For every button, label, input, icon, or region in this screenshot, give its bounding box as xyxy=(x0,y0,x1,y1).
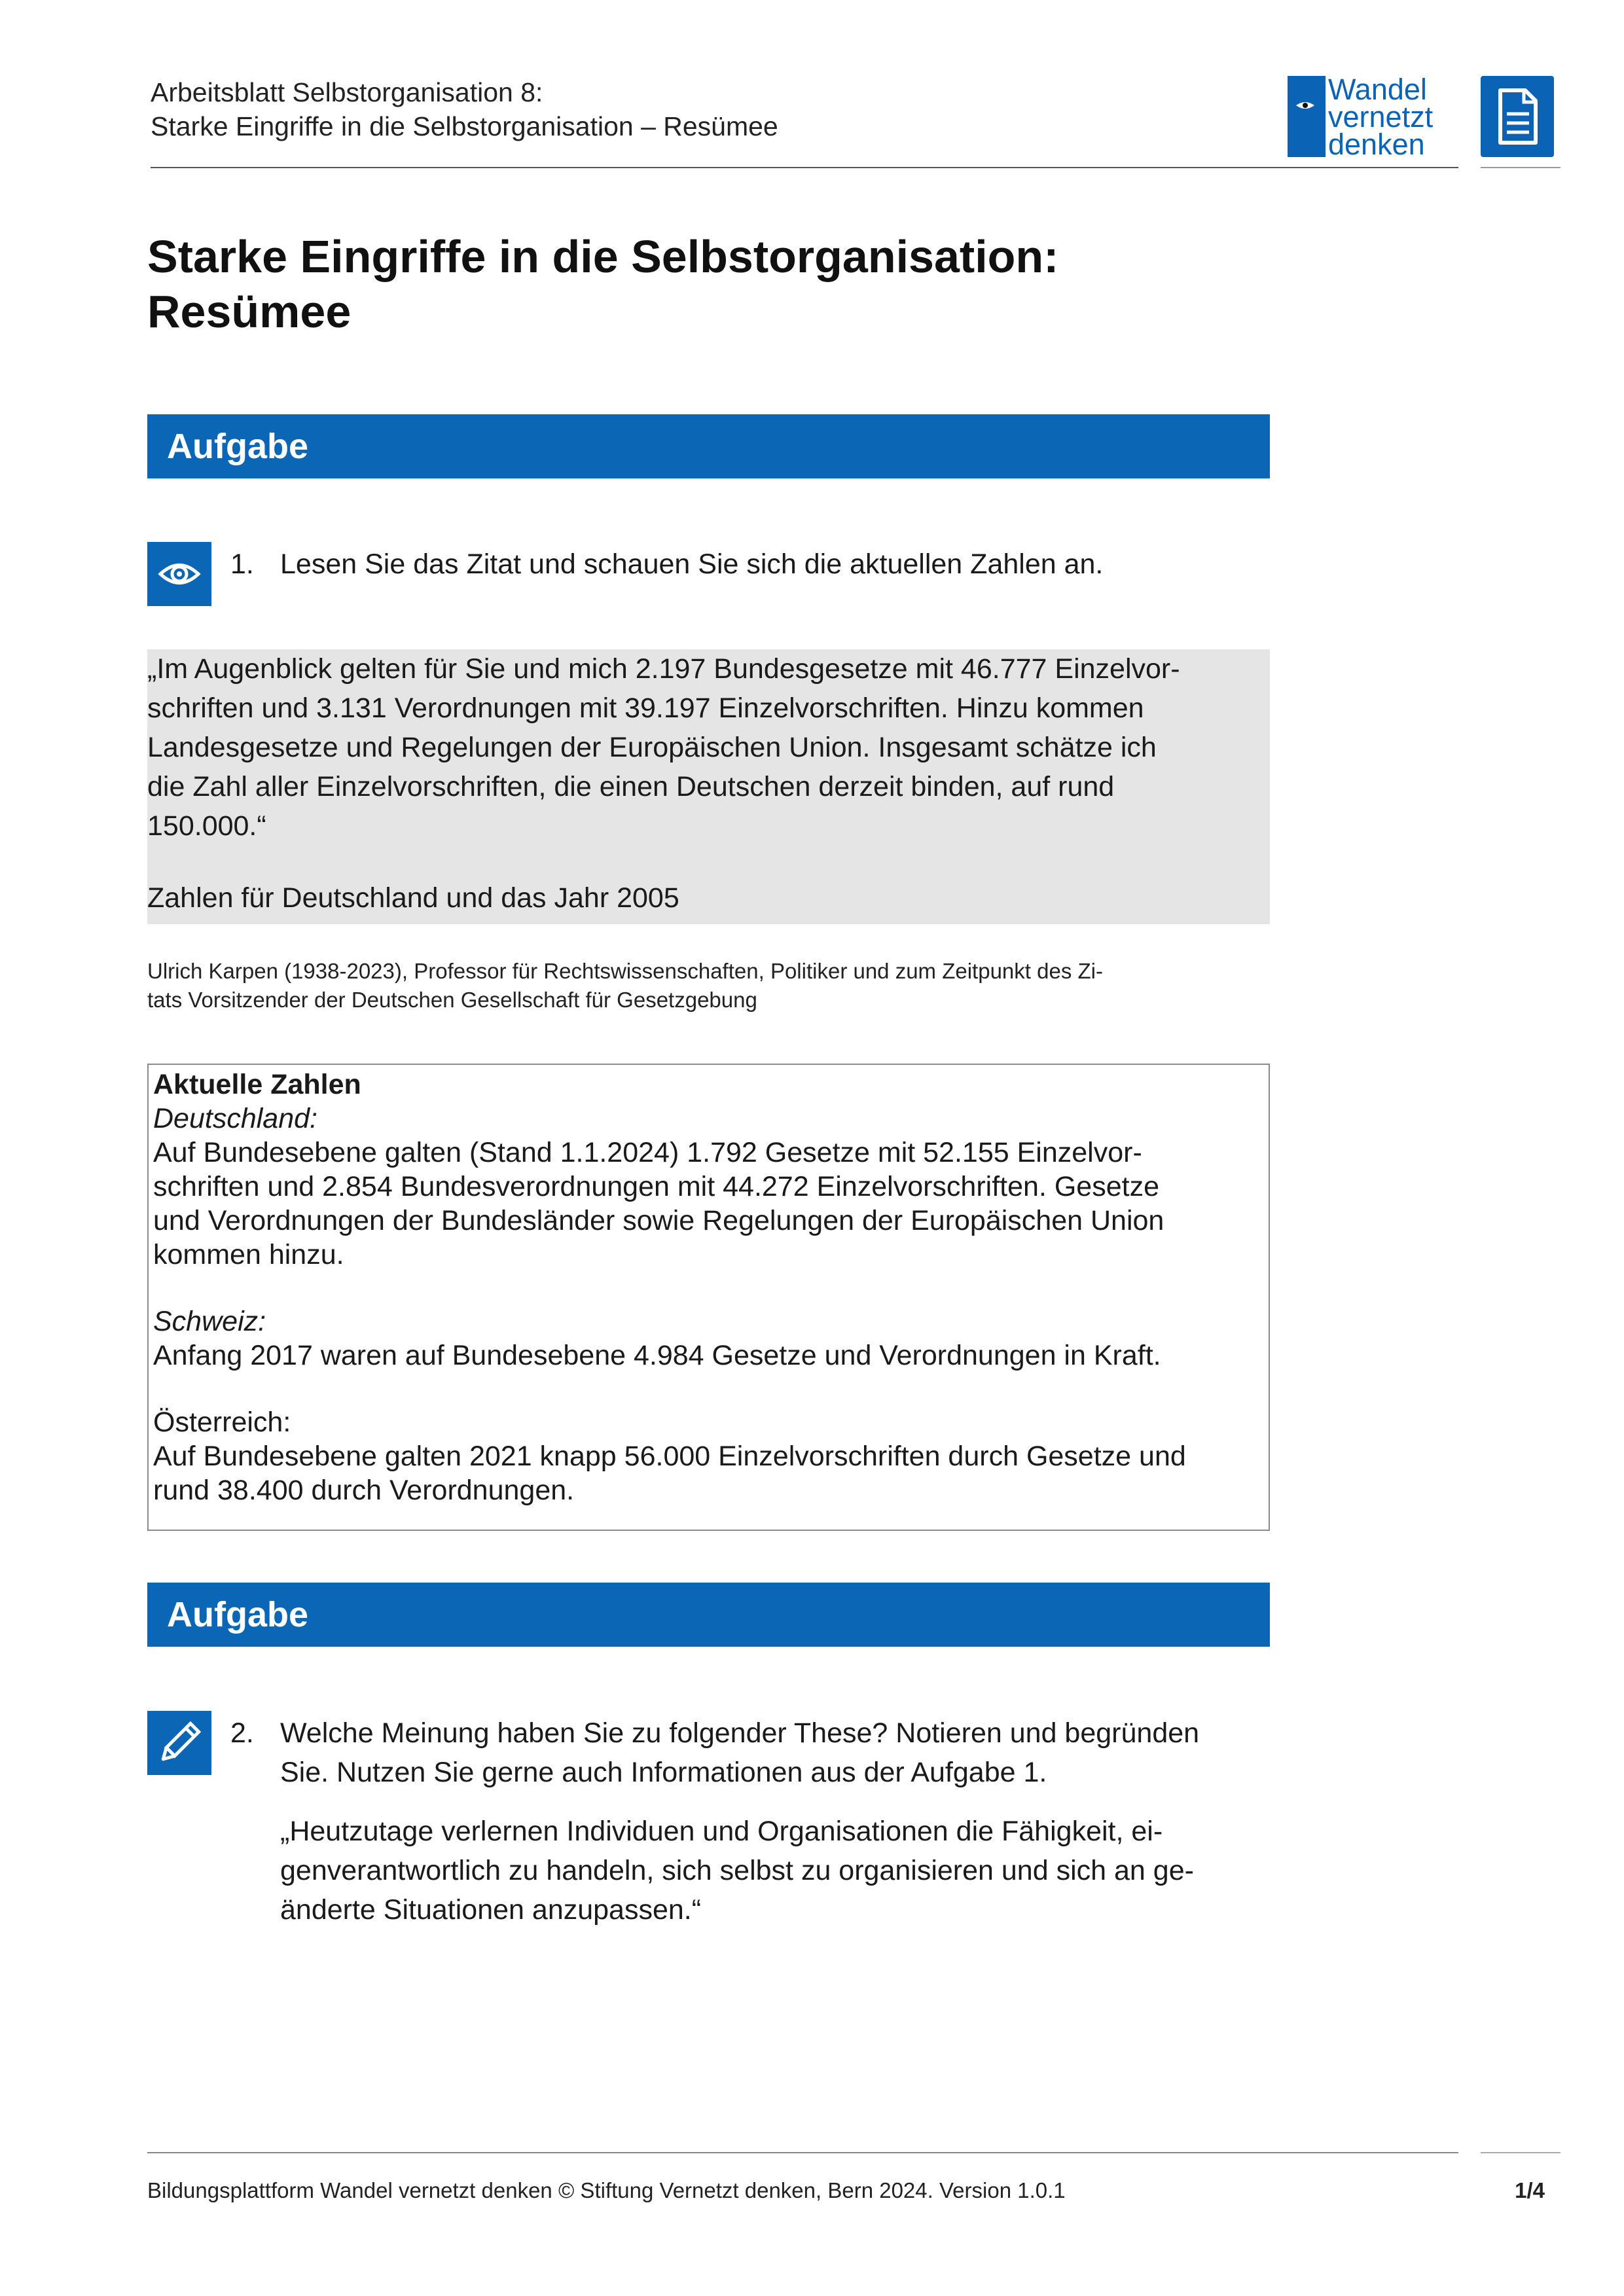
task-2-line: Welche Meinung haben Sie zu folgender These? Notieren und begründen xyxy=(280,1717,1200,1749)
page-title-line1: Starke Eingriffe in die Selbstorganisation: xyxy=(147,231,1059,282)
page-title-line2: Resümee xyxy=(147,286,352,337)
attribution-line1: Ulrich Karpen (1938-2023), Professor für Rechtswissenschaften, Politiker und zum Zeitpunkt des Zi- xyxy=(147,959,1103,983)
austria-line: rund 38.400 durch Verordnungen. xyxy=(153,1475,575,1506)
section-label: Aufgabe xyxy=(167,1595,308,1634)
worksheet-header xyxy=(151,75,778,143)
quote-attribution xyxy=(147,957,1270,1014)
quote-line: die Zahl aller Einzelvorschriften, die einen Deutschen derzeit binden, auf rund xyxy=(147,771,1115,802)
logo-word-vernetzt: vernetzt xyxy=(1328,100,1434,134)
page-number: 1/4 xyxy=(1515,2178,1545,2202)
quote-box xyxy=(147,649,1270,924)
germany-line: und Verordnungen der Bundesländer sowie Regelungen der Europäischen Union xyxy=(153,1205,1164,1236)
section-label: Aufgabe xyxy=(167,427,308,466)
germany-line: schriften und 2.854 Bundesverordnungen mit 44.272 Einzelvorschriften. Gesetze xyxy=(153,1171,1159,1202)
section-bar-task-2 xyxy=(147,1583,1270,1647)
thesis-line: „Heutzutage verlernen Individuen und Organisationen die Fähigkeit, ei- xyxy=(280,1816,1163,1847)
task-2-line: Sie. Nutzen Sie gerne auch Informationen aus der Aufgabe 1. xyxy=(280,1757,1047,1788)
germany-label: Deutschland: xyxy=(153,1103,317,1134)
wandel-vernetzt-denken-logo xyxy=(1288,73,1456,161)
quote-line: Landesgesetze und Regelungen der Europäischen Union. Insgesamt schätze ich xyxy=(147,732,1157,763)
task-2-number: 2. xyxy=(230,1717,254,1749)
austria-line: Auf Bundesebene galten 2021 knapp 56.000 Einzelvorschriften durch Gesetze und xyxy=(153,1441,1186,1472)
current-numbers-box xyxy=(147,1064,1270,1531)
germany-line: kommen hinzu. xyxy=(153,1239,344,1270)
header-divider xyxy=(151,167,1458,168)
header-divider-right xyxy=(1481,167,1561,168)
document-icon xyxy=(1481,76,1554,157)
quote-note: Zahlen für Deutschland und das Jahr 2005 xyxy=(147,882,679,914)
logo-word-wandel: Wandel xyxy=(1328,73,1427,106)
footer-divider xyxy=(147,2152,1458,2153)
pencil-icon xyxy=(147,1711,211,1775)
germany-line: Auf Bundesebene galten (Stand 1.1.2024) 1.792 Gesetze mit 52.155 Einzelvor- xyxy=(153,1137,1142,1168)
section-bar-task-1 xyxy=(147,414,1270,478)
logo-word-denken: denken xyxy=(1328,128,1425,161)
quote-line: „Im Augenblick gelten für Sie und mich 2.197 Bundesgesetze mit 46.777 Einzelvor- xyxy=(147,653,1180,685)
quote-text xyxy=(147,649,1267,846)
thesis-line: genverantwortlich zu handeln, sich selbst zu organisieren und sich an ge- xyxy=(280,1855,1194,1886)
quote-line: 150.000.“ xyxy=(147,810,266,842)
thesis-line: änderte Situationen anzupassen.“ xyxy=(280,1894,702,1926)
current-numbers-heading: Aktuelle Zahlen xyxy=(153,1069,361,1100)
task-2-text xyxy=(280,1713,1269,1792)
worksheet-header-line1: Arbeitsblatt Selbstorganisation 8: xyxy=(151,77,543,107)
task-1-text: Lesen Sie das Zitat und schauen Sie sich die aktuellen Zahlen an. xyxy=(280,548,1104,580)
footer-divider-right xyxy=(1481,2152,1561,2153)
worksheet-header-line2: Starke Eingriffe in die Selbstorganisation – Resümee xyxy=(151,111,778,141)
eye-icon xyxy=(147,542,211,606)
page-title xyxy=(147,229,1260,339)
task-2-thesis xyxy=(280,1812,1269,1929)
austria-label: Österreich: xyxy=(153,1407,291,1438)
eye-icon xyxy=(1295,101,1315,110)
switzerland-text: Anfang 2017 waren auf Bundesebene 4.984 Gesetze und Verordnungen in Kraft. xyxy=(153,1340,1161,1371)
attribution-line2: tats Vorsitzender der Deutschen Gesellschaft für Gesetzgebung xyxy=(147,988,757,1012)
quote-line: schriften und 3.131 Verordnungen mit 39.197 Einzelvorschriften. Hinzu kommen xyxy=(147,692,1144,724)
task-1-number: 1. xyxy=(230,548,254,580)
switzerland-label: Schweiz: xyxy=(153,1306,266,1337)
footer-text: Bildungsplattform Wandel vernetzt denken © Stiftung Vernetzt denken, Bern 2024. Version 1.0.1 xyxy=(147,2178,1066,2202)
